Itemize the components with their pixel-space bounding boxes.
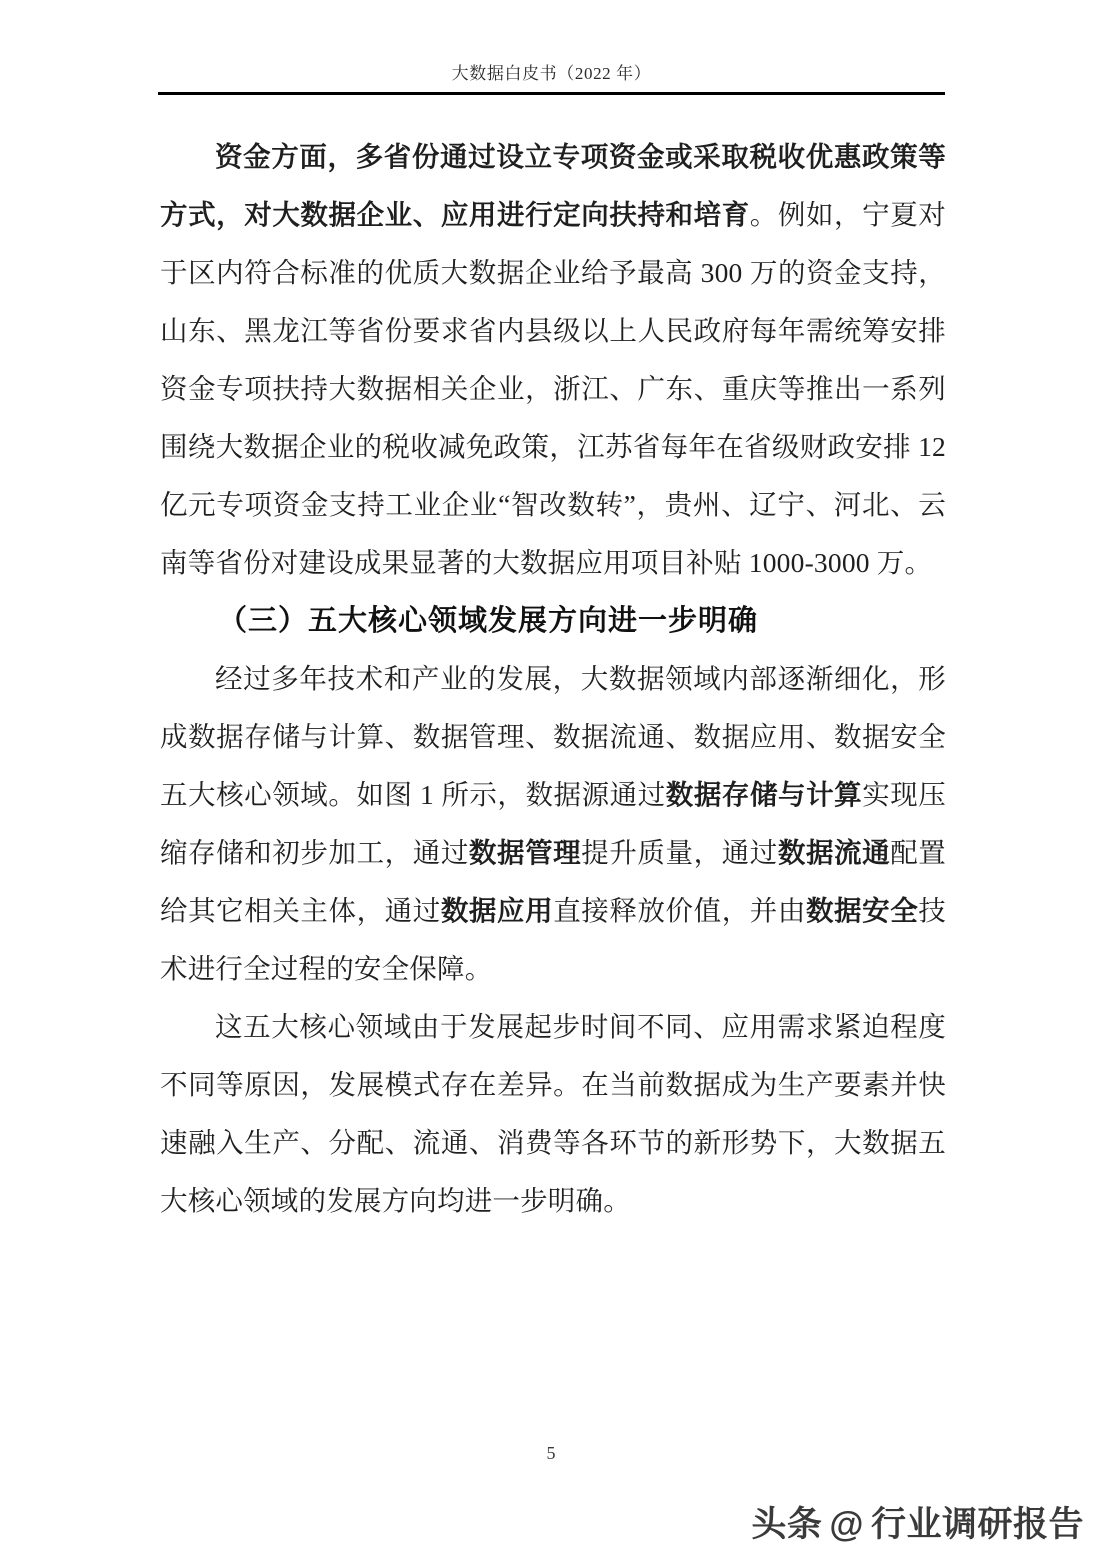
term-data-management: 数据管理 — [468, 837, 582, 868]
paragraph-funding — [160, 128, 946, 592]
core-seg-4: 配置给其它相关主体，通过 — [160, 837, 946, 926]
document-body — [160, 128, 946, 1230]
section-heading: （三）五大核心领域发展方向进一步明确 — [218, 605, 759, 637]
term-data-application: 数据应用 — [440, 895, 554, 926]
core-seg-6: 技术进行全过程的安全保障。 — [160, 895, 946, 984]
core-seg-3: 提升质量，通过 — [581, 837, 778, 868]
term-data-storage-compute: 数据存储与计算 — [665, 779, 863, 810]
watermark — [751, 1505, 1084, 1545]
watermark-account-name: 行业调研报告 — [870, 1505, 1084, 1544]
paragraph-core-fields — [160, 650, 946, 998]
term-data-security: 数据安全 — [805, 895, 919, 926]
header-divider — [158, 92, 945, 95]
core-seg-5: 直接释放价值，并由 — [553, 895, 806, 926]
paragraph-funding-rest: 。例如，宁夏对于区内符合标准的优质大数据企业给予最高 300 万的资金支持，山东、黑龙江等省份要求省内县级以上人民政府每年需统筹安排资金专项扶持大数据相关企业，浙江、广东、重庆等推出一系列围绕大数据企业的税收减免政策，江苏省每年在省级财政安排 12 亿元专项资金支持工业企业“智改数转”，贵州、辽宁、河北、云南等省份对建设成果显著的大数据应用项目补贴 1000-3000 万。 — [160, 199, 946, 578]
watermark-brand: 头条 — [751, 1505, 823, 1544]
watermark-at-symbol: @ — [829, 1505, 864, 1544]
core-seg-1: 经过多年技术和产业的发展，大数据领域内部逐渐细化，形成数据存储与计算、数据管理、数据流通、数据应用、数据安全五大核心领域。如图 1 所示，数据源通过 — [160, 663, 946, 810]
page-number: 5 — [546, 1443, 556, 1463]
page-header — [158, 62, 945, 95]
paragraph-funding-bold-lead: 资金方面，多省份通过设立专项资金或采取税收优惠政策等方式，对大数据企业、应用进行定向扶持和培育 — [160, 141, 946, 230]
header-title: 大数据白皮书（2022 年） — [451, 64, 652, 83]
paragraph-closing: 这五大核心领域由于发展起步时间不同、应用需求紧迫程度不同等原因，发展模式存在差异。在当前数据成为生产要素并快速融入生产、分配、流通、消费等各环节的新形势下，大数据五大核心领域的发展方向均进一步明确。 — [160, 1011, 946, 1216]
core-seg-2: 实现压缩存储和初步加工，通过 — [160, 779, 947, 868]
term-data-circulation: 数据流通 — [777, 837, 891, 868]
